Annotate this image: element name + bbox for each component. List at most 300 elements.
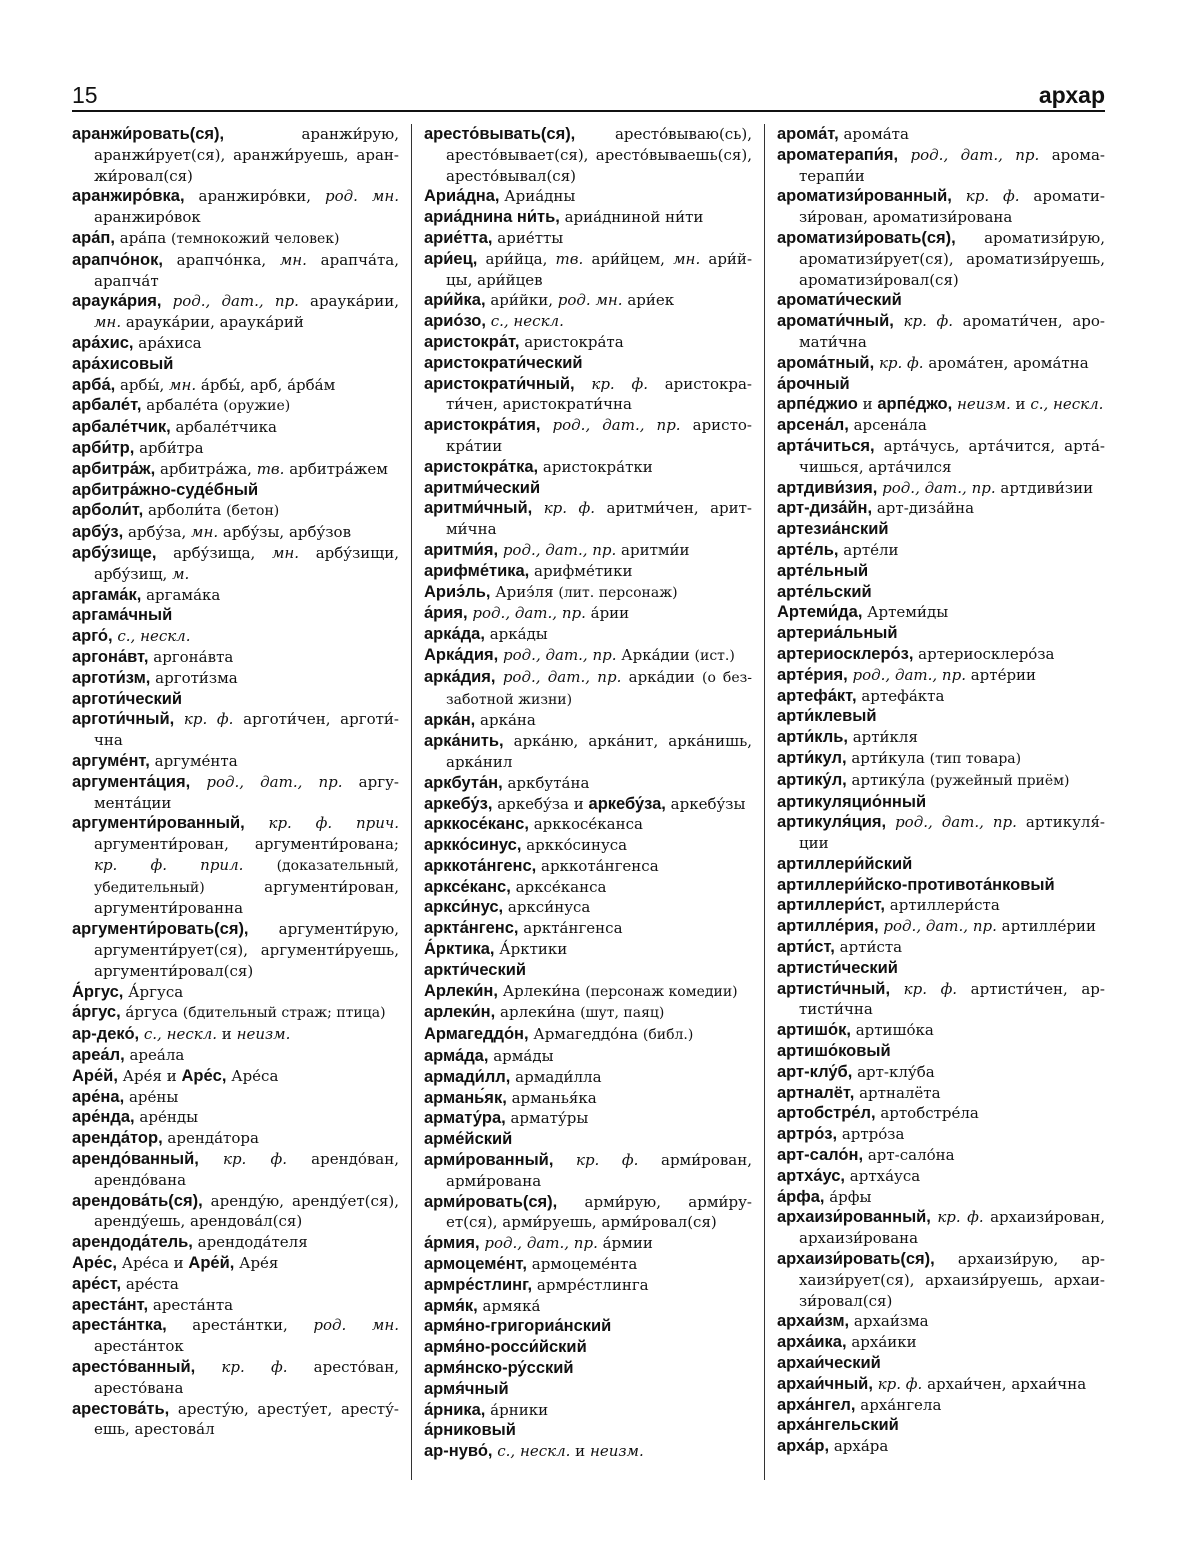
dictionary-entry [424,773,752,794]
grammar-label: кр. ф. прил. [94,855,244,874]
headword: арте́льный [777,561,869,580]
headword: аргама́чный [72,606,173,625]
headword: арка́н, [424,711,476,730]
grammar-label: кр. ф. [903,979,958,998]
definition-text: аргона́вта [148,647,234,666]
definition-text: ареста́нтки, [166,1316,314,1335]
headword: арка́дия, [424,667,496,686]
definition-text: артефа́кта [856,686,945,705]
headword: ароматизи́ровать(ся), [777,228,956,247]
grammar-label: род., дат., пр. [484,1234,598,1253]
headword: арпе́джо, [877,395,953,414]
definition-text: арома́та [838,125,909,143]
headword: арте́льский [777,582,872,601]
definition-text: арт-сало́на [863,1146,955,1165]
headword: аристократи́чный, [424,374,575,393]
definition-text: и [570,1442,590,1461]
gloss-note: (библ.) [642,1027,694,1044]
headword: артикуля́ция, [777,813,887,832]
dictionary-entry [72,1002,399,1024]
grammar-label: род., дат., пр. [472,604,586,623]
definition-text: аранжиро́вок [94,208,201,227]
grammar-label: кр. ф. [878,353,924,372]
headword: аргументи́ровать(ся), [72,920,249,939]
dictionary-entry [777,958,1105,979]
dictionary-entry [72,647,399,668]
headword: аре́нда, [72,1108,135,1127]
grammar-label: мн. [169,375,197,394]
dictionary-entry [424,1358,752,1379]
definition-text: архаи́зма [849,1312,929,1331]
dictionary-entry [72,1128,399,1149]
definition-text: Аре́я и [117,1066,182,1085]
definition-text [199,1150,223,1168]
definition-text: ареста́нток [94,1337,184,1356]
definition-text: ари́йца, [477,249,556,268]
headword: арендода́тель, [72,1233,193,1252]
headword: арендо́ванный, [72,1150,199,1169]
dictionary-entry [424,1088,752,1109]
headword: аромати́ческий [777,291,902,310]
definition-text: аре́нды [134,1108,199,1127]
dictionary-entry [424,877,752,898]
dictionary-entry [777,748,1105,770]
dictionary-entry [72,1295,399,1316]
dictionary-entry [424,1275,752,1296]
headword: арбу́зище, [72,543,157,562]
headword: А́ргус, [72,982,124,1001]
headword: армату́ра, [424,1109,506,1128]
definition-text: аристокра́тии [446,416,752,455]
dictionary-entry [424,249,752,291]
definition-text: аранжи́рую, аранжи́рует(ся), аранжи́руешь, аранжи́ровал(ся) [94,125,399,185]
headword: армоцеме́нт, [424,1255,527,1274]
definition-text: А́ргуса [123,982,184,1001]
dictionary-entry [72,1149,399,1191]
headword: ариа́днина ни́ть, [424,208,560,227]
definition-text [898,146,910,164]
headword: ароматерапи́я, [777,145,899,164]
dictionary-entry [72,585,399,606]
headword: артезиа́нский [777,520,889,539]
dictionary-entry [777,895,1105,916]
dictionary-entry [424,1129,752,1150]
definition-text: аренда́тора [162,1129,259,1148]
definition-text: а́рмии [597,1234,653,1253]
definition-text: ари́йцы, ари́йцев [446,249,753,289]
dictionary-entry [424,814,752,835]
dictionary-entry [777,353,1105,374]
dictionary-entry [424,311,752,332]
dictionary-entry [72,1087,399,1108]
dictionary-entry [424,1296,752,1317]
definition-text: арбитра́жа, [155,459,257,478]
headword: арми́ровать(ся), [424,1192,558,1211]
dictionary-entry [777,540,1105,561]
dictionary-entry [72,1232,399,1253]
dictionary-entry [72,1315,399,1357]
definition-text: ареа́ла [124,1046,185,1065]
dictionary-entry [777,1395,1105,1416]
definition-text [540,416,552,434]
dictionary-entry [777,394,1105,415]
dictionary-entry [777,582,1105,603]
dictionary-entry [424,1002,752,1024]
definition-text: ара́па [114,228,171,247]
definition-text: арте́ли [838,540,899,559]
definition-text: арапчо́нка, [162,250,280,269]
column-1 [72,124,399,1440]
dictionary-entry [72,480,399,501]
definition-text: аркебу́зы [665,794,746,813]
definition-text: ари́ек [622,291,675,310]
definition-text: ариа́дниной ни́ти [559,208,704,227]
definition-text [894,312,904,330]
headword: армя́но-григориа́нский [424,1317,612,1336]
headword: Аре́й, [72,1066,118,1085]
dictionary-entry [777,1187,1105,1208]
headword: арти́кль, [777,728,848,747]
grammar-label: кр. ф. [965,187,1020,206]
headword: арбу́з, [72,523,124,542]
dictionary-entry [424,1400,752,1421]
definition-text [190,773,206,791]
grammar-label: с., нескл. [497,1442,571,1461]
headword: архаизи́ровать(ся), [777,1250,935,1269]
definition-text: артро́за [837,1125,905,1144]
headword: А́рктика, [424,940,495,959]
dictionary-entry [72,291,399,333]
definition-text: аритми́и [616,540,690,559]
gloss-note: (шут, паяц) [580,1005,665,1022]
definition-text [952,187,966,205]
grammar-label: кр. ф. [591,374,648,393]
definition-text: арт-диза́йна [872,499,975,518]
dictionary-entry [424,1337,752,1358]
headword: артефа́кт, [777,686,857,705]
definition-text: ареста́нта [148,1295,234,1314]
dictionary-entry [777,1145,1105,1166]
dictionary-entry [777,1249,1105,1311]
dictionary-entry [777,124,1105,145]
headword: арте́ль, [777,540,839,559]
headword: аркко́синус, [424,836,522,855]
headword: арсена́л, [777,416,849,435]
dictionary-entry [72,689,399,710]
grammar-label: кр. ф. прич. [268,814,399,833]
dictionary-entry [777,436,1105,478]
definition-text: аритми́чен, аритми́чна [446,499,752,539]
gloss-note: (ружейный приём) [929,772,1070,789]
definition-text [243,856,276,874]
definition-text: ара́хиса [133,333,202,352]
dictionary-entry [72,709,399,751]
headword: арапчо́нок, [72,250,163,269]
definition-text: ароматизи́рован, ароматизи́рована [799,187,1105,227]
definition-text: артилле́рии [996,917,1096,936]
definition-text [496,668,503,686]
grammar-label: с., нескл. [117,627,191,646]
definition-text [886,813,895,831]
headword: а́рмия, [424,1234,480,1253]
gloss-note: (доказательный, убедительный) [94,857,399,896]
dictionary-entry [424,794,752,815]
dictionary-entry [424,498,752,540]
headword: аркебу́за, [588,794,666,813]
definition-text: Аре́я [234,1254,279,1273]
dictionary-entry [72,1191,399,1233]
definition-text: арха́нгела [855,1395,942,1414]
dictionary-entry [72,124,399,186]
headword: арккосе́канс, [424,815,529,834]
dictionary-entry [72,459,399,480]
dictionary-entry [72,668,399,689]
grammar-label: неизм. [956,395,1011,414]
definition-text: аристокра́та [519,332,624,351]
headword: архаи́чный, [777,1374,873,1393]
definition-text: аресту́ю, аресту́ет, аресту́ешь, арестова́л [94,1399,399,1439]
grammar-label: род. мн. [325,187,399,206]
dictionary-entry [777,1332,1105,1353]
headword: артналёт, [777,1083,855,1102]
headword: а́рфа, [777,1187,825,1206]
definition-text: арби́тра [134,438,204,457]
headword: арболи́т, [72,501,144,520]
dictionary-entry [424,1150,752,1192]
dictionary-entry [777,561,1105,582]
headword: архаи́зм, [777,1312,850,1331]
headword: аранжи́ровать(ся), [72,125,225,143]
gloss-note: (бдительный страж; птица) [182,1005,386,1022]
definition-text: аре́ны [124,1087,179,1106]
definition-text: арапча́та, арапча́т [94,250,399,290]
definition-text: артиллери́ста [885,896,1000,915]
dictionary-entry [424,353,752,374]
dictionary-entry [72,1045,399,1066]
headword: араука́рия, [72,292,162,311]
headword: арлеки́н, [424,1003,496,1022]
definition-text: артериосклеро́за [913,644,1055,663]
dictionary-entry [424,540,752,561]
dictionary-entry [424,667,752,711]
dictionary-entry [72,626,399,647]
dictionary-entry [424,1233,752,1254]
headword: а́рия, [424,604,468,623]
dictionary-entry [777,770,1105,792]
dictionary-entry [777,1062,1105,1083]
dictionary-entry [72,1024,399,1045]
headword: а́рочный [777,374,850,393]
dictionary-entry [72,186,399,228]
grammar-label: тв. [555,249,584,268]
headword: арме́йский [424,1130,513,1149]
headword: аристокра́тия, [424,416,541,435]
dictionary-entry [777,665,1105,686]
dictionary-entry [424,1046,752,1067]
grammar-label: род., дат., пр. [503,645,617,664]
dictionary-entry [424,415,752,457]
dictionary-entry [72,395,399,417]
definition-text: арболи́та [143,501,227,520]
headword: артилле́рия, [777,917,879,936]
page-number: 15 [72,82,98,108]
dictionary-entry [777,1311,1105,1332]
definition-text: аресто́вываю(сь), аресто́вывает(ся), аресто́вываешь(ся), аресто́вывал(ся) [446,125,752,185]
definition-text: арбу́зища, [156,543,272,562]
definition-text: арбу́зы, арбу́зов [218,523,352,542]
grammar-label: с., нескл. [1030,395,1104,414]
dictionary-entry [777,519,1105,540]
dictionary-entry [777,1436,1105,1457]
dictionary-entry [72,228,399,250]
headword: арифме́тика, [424,561,530,580]
dictionary-entry [424,645,752,667]
dictionary-entry [424,981,752,1003]
definition-text: арманья́ка [506,1088,597,1107]
dictionary-entry [777,145,1105,187]
dictionary-entry [72,1274,399,1295]
definition-text: арми́рую, арми́рует(ся), арми́руешь, арми́ровал(ся) [446,1192,752,1232]
headword: артериосклеро́з, [777,644,914,663]
headword: артобстре́л, [777,1104,876,1123]
dictionary-entry [424,960,752,981]
definition-text: артику́ла [846,770,930,789]
definition-text: Аре́са [226,1066,279,1085]
grammar-label: кр. ф. [221,1358,288,1377]
headword: Аре́й, [188,1254,235,1273]
headword: арт-клу́б, [777,1062,853,1081]
grammar-label: мн. [271,543,300,562]
grammar-label: кр. ф. [543,499,596,518]
headword: ареста́нт, [72,1295,149,1314]
headword: ара́п, [72,228,115,247]
definition-text: арти́кула [846,748,930,767]
dictionary-entry [777,602,1105,623]
headword: аркси́нус, [424,898,504,917]
definition-text: армади́лла [510,1067,602,1086]
definition-text: арккосе́канса [528,815,643,834]
definition-text: арта́чусь, арта́чится, арта́чишься, арта́чился [799,436,1105,476]
dictionary-entry [72,438,399,459]
definition-text: Артеми́ды [862,603,949,622]
headword: арха́нгел, [777,1395,856,1414]
definition-text: аркбута́на [502,773,590,792]
definition-text [174,710,184,728]
headword: армя́нско-ру́сский [424,1359,574,1378]
column-divider [764,124,765,1480]
definition-text: армоцеме́нта [526,1255,638,1274]
definition-text: и [1010,395,1031,414]
dictionary-entry [424,561,752,582]
headword: артериа́льный [777,624,898,643]
headword: аркта́нгенс, [424,919,519,938]
headword: арбитра́ж, [72,459,156,478]
headword: арготи́ческий [72,689,183,708]
dictionary-entry [424,1316,752,1337]
headword: Аре́с, [72,1254,117,1273]
grammar-label: с., нескл. [143,1025,218,1044]
definition-text: Ариа́дны [499,187,576,206]
headword: ари́ец, [424,249,478,268]
grammar-label: с., нескл. [490,312,564,331]
dictionary-entry [424,1420,752,1441]
definition-text [532,499,544,517]
headword: а́рниковый [424,1421,516,1440]
definition-text: ароматизи́рую, ароматизи́рует(ся), ароматизи́руешь, ароматизи́ровал(ся) [799,228,1105,289]
definition-text: а́рфы [824,1187,872,1206]
dictionary-entry [424,1108,752,1129]
dictionary-entry [424,856,752,877]
headword: ара́хисовый [72,354,174,373]
headword: а́ргус, [72,1003,121,1022]
definition-text: арт-клу́ба [852,1062,935,1081]
headword: аркебу́з, [424,794,493,813]
grammar-label: род. мн. [557,291,623,310]
dictionary-entry [777,792,1105,813]
headword: артишо́к, [777,1021,851,1040]
headword: аромати́чный, [777,312,894,331]
dictionary-entry [72,250,399,292]
headword: ар-деко́, [72,1025,140,1044]
running-head: архар [1038,82,1105,108]
headword: арта́читься, [777,436,875,455]
dictionary-entry [72,500,399,522]
definition-text: арбу́за, [123,523,192,542]
gloss-note: (о беззаботной жизни) [446,669,752,708]
headword: Аре́с, [181,1066,227,1085]
definition-text: а́рии [585,604,630,623]
dictionary-entry [424,1067,752,1088]
dictionary-entry [777,875,1105,896]
headword: аранжиро́вка, [72,187,185,206]
definition-text: аромати́чен, аромати́чна [799,312,1105,351]
definition-text: арбу́зищи, арбу́зищ, [94,543,399,583]
dictionary-entry [72,751,399,772]
dictionary-entry [424,478,752,499]
dictionary-entry [424,1379,752,1400]
definition-text [553,1151,576,1169]
grammar-label: кр. ф. [903,312,954,331]
definition-text [890,980,904,998]
definition-text: артикуля́ции [799,813,1105,853]
grammar-label: род., дат., пр. [883,917,997,936]
headword: арка́нить, [424,732,504,751]
dictionary-entry [424,124,752,186]
dictionary-entry [424,228,752,249]
definition-text: артха́уса [845,1166,921,1185]
headword: аресто́ванный, [72,1358,196,1377]
grammar-label: род., дат., пр. [910,145,1040,164]
gloss-note: (персонаж комедии) [585,983,738,1000]
definition-text: аргументи́рован, аргументи́рованна [94,877,399,918]
headword: арт-диза́йн, [777,499,873,518]
dictionary-entry [424,1441,752,1462]
definition-text: арсена́ла [848,416,927,435]
definition-text: арккота́нгенса [536,856,659,875]
headword: арие́тта, [424,228,493,247]
headword: артиллери́ст, [777,896,886,915]
definition-text: аргументи́рован, аргументи́рована; [94,835,399,854]
headword: аре́ст, [72,1274,122,1293]
definition-text [575,375,592,393]
grammar-label: кр. ф. [222,1150,287,1169]
dictionary-entry [72,1066,399,1087]
definition-text: арлеки́на [495,1003,581,1022]
dictionary-entry [72,543,399,585]
headword: арпе́джио [777,395,858,414]
headword: арккота́нгенс, [424,856,537,875]
headword: арти́клевый [777,707,877,726]
